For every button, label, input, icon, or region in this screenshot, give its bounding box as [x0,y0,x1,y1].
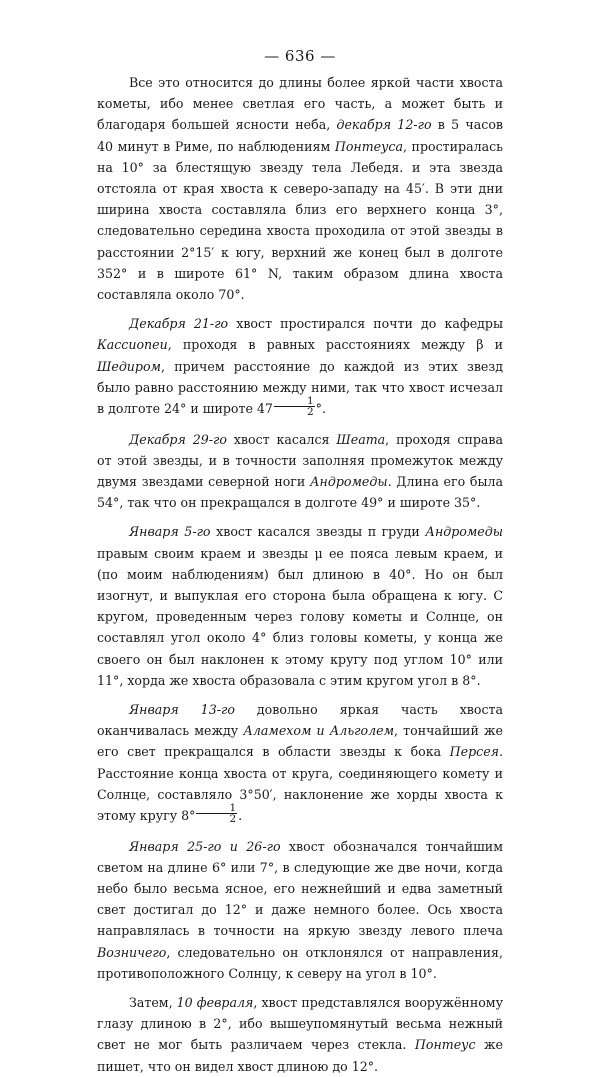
italic-run: Января 25-го и 26-го [129,838,281,854]
italic-run: 10 февраля [176,994,254,1010]
paragraph [97,72,503,305]
text-run: Все это относится до длины более яркой части хвоста кометы, ибо менее светлая его часть, а может быть и благодаря большей ясности неба, [97,75,503,133]
fraction [274,396,315,418]
italic-run: Кассиопеи [97,337,168,353]
fraction-numerator: 1 [274,396,315,408]
text-run: . Длина его была 54°, так что он прекращался в долготе 49° и широте 35°. [97,473,503,511]
text-run: . Расстояние конца хвоста от круга, соединяющего комету и Солнце, составляло 3°50′, наклонение же хорды хвоста к этому кругу 8° [97,744,503,823]
italic-run: Персея [449,744,499,760]
paragraph [97,992,503,1077]
fraction [196,803,237,825]
paragraph [97,699,503,828]
page-number: — 636 — [264,47,336,65]
paragraph [97,836,503,984]
text-run: хвост касался [226,431,337,447]
text-run: в 5 часов 40 минут в Риме, по наблюдениям [97,117,503,154]
italic-run: Января 5-го [129,524,211,540]
italic-run: Понтеус [414,1037,476,1053]
italic-run: декабря 12-го [336,117,432,133]
text-run: хвост обозначался тончайшим светом на длине 6° или 7°, в следующие же две ночи, когда небо было весьма ясное, его нежнейший и едва заметный свет достигал до 12° и даже немного более. Ось хвоста направлялась в точности на яркую звезду левого плеча [97,838,503,939]
text-run: Затем, [129,994,177,1010]
body-text [97,72,503,1077]
text-run: , проходя в равных расстояниях между β и [167,337,503,353]
italic-run: Шедиром [97,358,162,374]
text-run: же пишет, что он видел хвост длиною до 12°. [97,1037,504,1074]
text-run: довольно яркая часть хвоста оканчивалась между [97,701,504,739]
paragraph [97,313,503,420]
text-run: °. [315,401,326,417]
italic-run: Андромеды [310,473,388,489]
italic-run: Декабря 21-го [129,316,229,332]
paragraph [97,521,503,691]
fraction-denominator: 2 [306,406,314,419]
text-run: , хвост представлялся вооружённому глазу длиною в 2°, ибо вышеупомянутый весьма нежный свет не мог быть различаем через стекла. [97,994,503,1053]
text-run: , причем расстояние до каждой из этих звезд было равно расстоянию между ними, так что хвост исчезал в долготе 24° и широте 47 [97,358,503,417]
text-run: хвост простирался почти до кафедры [228,316,503,332]
italic-run: Аламехом и Альголем [243,723,395,739]
text-run: правым своим краем и звезды μ ее пояса левым краем, и (по моим наблюдениям) был длиною в 40°. Но он был изогнут, и выпуклая его сторона была обращена к югу. С кругом, проведенным через голову кометы и Солнце, он составлял угол около 4° близ головы кометы, у конца же своего он был наклонен к этому кругу под углом 10° или 11°, хорда же хвоста образовала с этим кругом угол в 8°. [97,545,503,688]
italic-run: Андромеды [425,524,503,540]
text-run: , простиралась на 10° за блестящую звезду тела Лебедя. и эта звезда отстояла от края хвоста к северо-западу на 45′. В эти дни ширина хвоста составляла близ его верхнего конца 3°, следовательно середина хвоста проходила от этой звезды в расстоянии 2°15′ к югу, верхний же конец был в долготе 352° и в широте 61° N, таким образом длина хвоста составляла около 70°. [97,138,503,303]
text-run: , тончайший же его свет прекращался в области звезды κ бока [97,723,503,760]
text-run: хвост касался звезды π груди [210,524,426,540]
paragraph [97,429,503,514]
italic-run: Понтеуса [334,138,403,154]
fraction-denominator: 2 [229,813,237,825]
text-run: , проходя справа от этой звезды, и в точности заполняя промежуток между двумя звездами северной ноги [97,431,504,489]
italic-run: Возничего [97,944,167,960]
text-run: . [238,808,243,823]
text-run: , следовательно он отклонялся от направления, противоположного Солнцу, к северу на угол в 10°. [97,944,503,981]
fraction-numerator: 1 [196,803,237,815]
italic-run: Декабря 29-го [129,431,227,447]
italic-run: Января 13-го [129,701,235,717]
italic-run: Шеата [336,431,386,447]
